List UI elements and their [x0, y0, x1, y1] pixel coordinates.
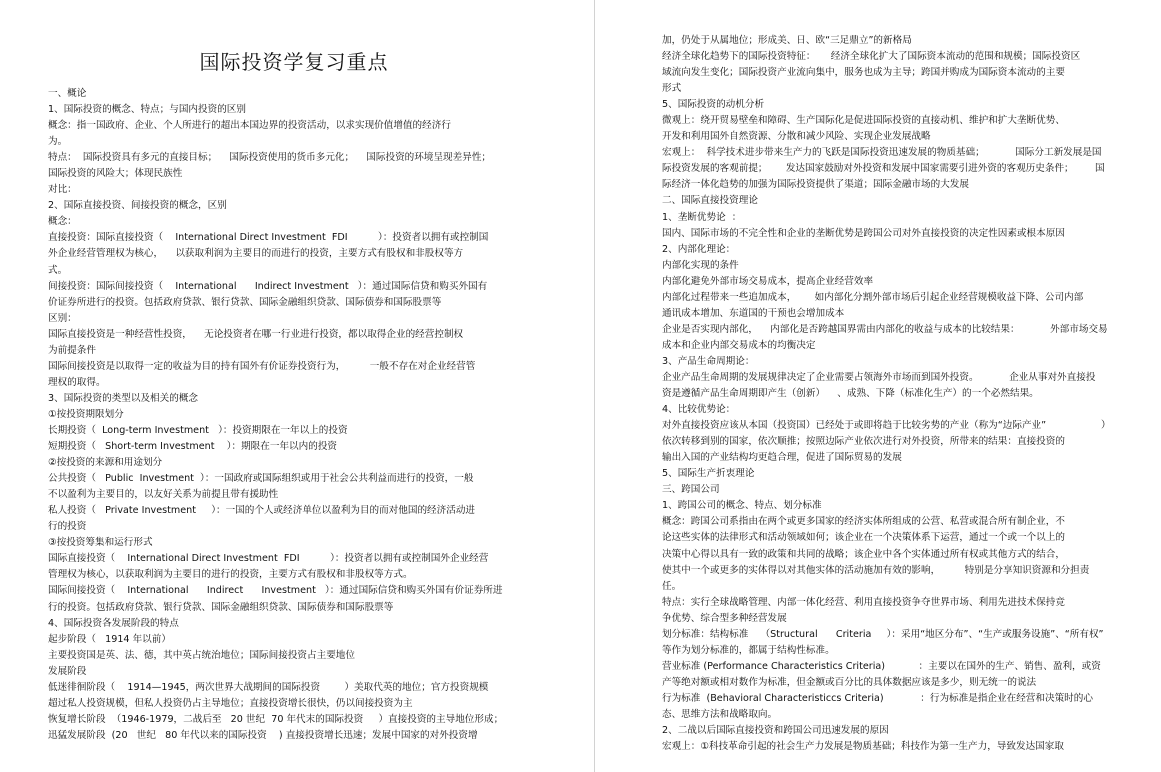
right-page: [600, 0, 1161, 772]
text-line: 二、国际直接投资理论: [662, 195, 758, 207]
text-line: 依次转移到别的国家，依次顺推；按照边际产业依次进行对外投资，所带来的结果：直接投资的: [662, 436, 1065, 448]
text-line: 争优势、综合型多种经营发展: [662, 612, 787, 624]
text-line: 国际间接投资是以取得一定的收益为目的持有国外有价证券投资行为， 一般不存在对企业经营管: [48, 360, 476, 372]
page-divider: [594, 0, 595, 772]
text-line: 低迷徘徊阶段（ 1914—1945，两次世界大战期间的国际投资 ）美取代英的地位；官方投资规模: [48, 681, 489, 693]
text-line: 4、国际投资各发展阶段的特点: [48, 617, 179, 629]
text-line: 国际直接投资是一种经营性投资， 无论投资者在哪一行业进行投资，都以取得企业的经营控制权: [48, 328, 464, 340]
text-line: 长期投资（ Long-term Investment ）：投资期限在一年以上的投资: [48, 424, 348, 436]
text-line: 2、国际直接投资、间接投资的概念，区别: [48, 200, 227, 212]
text-line: 恢复增长阶段 （1946-1979，二战后至 20 世纪 70 年代末的国际投资 ）直接投资的主导地位形成；: [48, 713, 504, 725]
text-line: 行为标准 (Behavioral Characteristiccs Criteria) ：行为标准是指企业在经营和决策时的心: [662, 692, 1093, 704]
text-line: 私人投资（ Private Investment ）：一国的个人或经济单位以盈利为目的而对他国的经济活动进: [48, 505, 476, 517]
text-line: 际经济一体化趋势的加强为国际投资提供了渠道；国际金融市场的大发展: [662, 179, 969, 191]
text-line: 态、思维方法和战略取向。: [662, 708, 778, 720]
text-line: 宏观上：①科技革命引起的社会生产力发展是物质基础；科技作为第一生产力，导致发达国家取: [662, 741, 1064, 753]
text-line: 产等绝对额或相对数作为标准，但金额或百分比的具体数据应该是多少，则无统一的说法: [662, 676, 1037, 688]
text-line: 企业是否实现内部化， 内部化是否跨越国界需由内部化的收益与成本的比较结果： 外部市场交易: [662, 323, 1108, 335]
left-page-text: [48, 86, 568, 744]
text-line: 内部化过程带来一些追加成本， 如内部化分割外部市场后引起企业经营规模收益下降、公司内部: [662, 291, 1084, 303]
text-line: 行的投资。包括政府贷款、银行贷款、国际金融组织贷款、国际债券和国际股票等: [48, 601, 394, 613]
right-page-text: [662, 33, 1147, 755]
text-line: 概念：指一国政府、企业、个人所进行的超出本国边界的投资活动，以求实现价值增值的经济行: [48, 120, 451, 132]
text-line: 理权的取得。: [48, 376, 106, 388]
text-line: 1、垄断优势论 ：: [662, 211, 742, 223]
text-line: 成本和企业内部交易成本的均衡决定: [662, 339, 816, 351]
text-line: 为前提条件: [48, 344, 96, 356]
text-line: 通讯成本增加、东道国的干预也会增加成本: [662, 307, 845, 319]
text-line: 间接投资：国际间接投资（ International Indirect Investment ）：通过国际信贷和购买外国有: [48, 280, 488, 292]
text-line: 国际投资的风险大；体现民族性: [48, 168, 183, 180]
text-line: 企业产品生命周期的发展规律决定了企业需要占领海外市场而到国外投资。 企业从事对外直接投: [662, 371, 1096, 383]
text-line: 划分标准：结构标准 （Structural Criteria ）：采用“地区分布”、“生产或服务设施”、“所有权”: [662, 628, 1104, 640]
text-line: 1、跨国公司的概念、特点、划分标准: [662, 500, 822, 512]
text-line: 不以盈利为主要目的，以友好关系为前提且带有援助性: [48, 489, 279, 501]
text-line: 等作为划分标准的，都属于结构性标准。: [662, 644, 835, 656]
text-line: 三、跨国公司: [662, 484, 720, 496]
text-line: 超过私人投资规模，但私人投资仍占主导地位；直接投资增长很快，仍以间接投资为主: [48, 697, 413, 709]
text-line: 概念：跨国公司系指由在两个或更多国家的经济实体所组成的公营、私营或混合所有制企业，不: [662, 516, 1065, 528]
document-title: 国际投资学复习重点: [199, 50, 389, 74]
text-line: ②按投资的来源和用途划分: [48, 457, 163, 469]
text-line: 2、内部化理论：: [662, 243, 736, 255]
text-line: 使其中一个或更多的实体得以对其他实体的活动施加有效的影响， 特别是分享知识资源和分担责: [662, 564, 1090, 576]
text-line: 1、国际投资的概念、特点；与国内投资的区别: [48, 104, 246, 116]
text-line: 宏观上： 科学技术进步带来生产力的飞跃是国际投资迅速发展的物质基础； 国际分工新发展是国: [662, 147, 1102, 159]
text-line: 概念：: [48, 216, 77, 228]
text-line: 经济全球化趋势下的国际投资特征： 经济全球化扩大了国际资本流动的范围和规模；国际投资区: [662, 51, 1081, 63]
text-line: 输出入国的产业结构均更趋合理，促进了国际贸易的发展: [662, 452, 902, 464]
text-line: 际投资发展的客观前提； 发达国家鼓励对外投资和发展中国家需要引进外资的客观历史条件； 国: [662, 163, 1105, 175]
text-line: 资是遵循产品生命周期即产生（创新） 、成熟、下降（标准化生产）的一个必然结果。: [662, 388, 1039, 400]
text-line: 3、国际投资的类型以及相关的概念: [48, 392, 199, 404]
text-line: 价证券所进行的投资。包括政府贷款、银行贷款、国际金融组织贷款、国际债券和国际股票等: [48, 296, 442, 308]
text-line: 4、比较优势论：: [662, 404, 736, 416]
text-line: 迅猛发展阶段 (20 世纪 80 年代以来的国际投资 ) 直接投资增长迅速；发展中国家的对外投资增: [48, 729, 478, 741]
text-line: 一、概论: [48, 88, 87, 99]
text-line: 对外直接投资应该从本国（投资国）已经处于或即将趋于比较劣势的产业（称为“边际产业” ）: [662, 420, 1111, 432]
text-line: ③按投资筹集和运行形式: [48, 537, 153, 549]
text-line: 内部化避免外部市场交易成本，提高企业经营效率: [662, 275, 874, 287]
text-line: 公共投资（ Public Investment ）：一国政府或国际组织或用于社会公共利益而进行的投资，一般: [48, 473, 474, 485]
text-line: 加，仍处于从属地位；形成美、日、欧“三足鼎立”的新格局: [662, 35, 912, 46]
text-line: 外企业经营管理权为核心， 以获取利润为主要目的而进行的投资，主要方式有股权和非股权等方: [48, 248, 464, 260]
text-line: 短期投资（ Short-term Investment ）：期限在一年以内的投资: [48, 441, 338, 453]
text-line: 区别：: [48, 312, 77, 324]
text-line: 内部化实现的条件: [662, 259, 739, 271]
text-line: 营业标准 (Performance Characteristics Criteria) ：主要以在国外的生产、销售、盈利，或资: [662, 660, 1101, 672]
text-line: 起步阶段（ 1914 年以前）: [48, 633, 171, 645]
text-line: 管理权为核心，以获取利润为主要目的进行的投资，主要方式有股权和非股权等方式。: [48, 569, 413, 581]
text-line: 域流向发生变化；国际投资产业流向集中，服务也成为主导；跨国并购成为国际资本流动的主要: [662, 67, 1065, 79]
text-line: 国际直接投资（ International Direct Investment FDI ）：投资者以拥有或控制国外企业经营: [48, 553, 489, 565]
text-line: 特点： 国际投资具有多元的直接目标； 国际投资使用的货币多元化； 国际投资的环境呈现差异性；: [48, 152, 492, 164]
text-line: 特点：实行全球战略管理、内部一体化经营、利用直接投资争夺世界市场、利用先进技术保持竞: [662, 596, 1065, 608]
text-line: 为。: [48, 136, 68, 148]
text-line: 直接投资：国际直接投资（ International Direct Investment FDI ）：投资者以拥有或控制国: [48, 232, 489, 244]
text-line: 主要投资国是英、法、德，其中英占统治地位；国际间接投资占主要地位: [48, 649, 355, 661]
text-line: 决策中心得以具有一致的政策和共同的战略；该企业中各个实体通过所有权或其他方式的结合，: [662, 548, 1065, 560]
text-line: 3、产品生命周期论：: [662, 355, 755, 367]
text-line: 微观上：绕开贸易壁垒和障碍、生产国际化是促进国际投资的直接动机、维护和扩大垄断优势、: [662, 115, 1065, 127]
text-line: 开发和利用国外自然资源、分散和减少风险、实现企业发展战略: [662, 131, 931, 143]
text-line: 任。: [662, 580, 682, 592]
text-line: 国际间接投资（ International Indirect Investment ）：通过国际信贷和购买外国有价证券所进: [48, 585, 503, 597]
text-line: 5、国际投资的动机分析: [662, 99, 765, 111]
text-line: 形式: [662, 83, 682, 95]
text-line: 论这些实体的法律形式和活动领域如何；该企业在一个决策体系下运营，通过一个或一个以上的: [662, 532, 1065, 544]
text-line: 行的投资: [48, 521, 87, 533]
text-line: 2、二战以后国际直接投资和跨国公司迅速发展的原因: [662, 725, 889, 737]
text-line: 发展阶段: [48, 665, 87, 677]
text-line: 对比：: [48, 184, 77, 196]
text-line: 式。: [48, 264, 68, 276]
text-line: ①按投资期限划分: [48, 408, 124, 420]
text-line: 国内、国际市场的不完全性和企业的垄断优势是跨国公司对外直接投资的决定性因素或根本原因: [662, 227, 1065, 239]
text-line: 5、国际生产折衷理论: [662, 468, 755, 480]
